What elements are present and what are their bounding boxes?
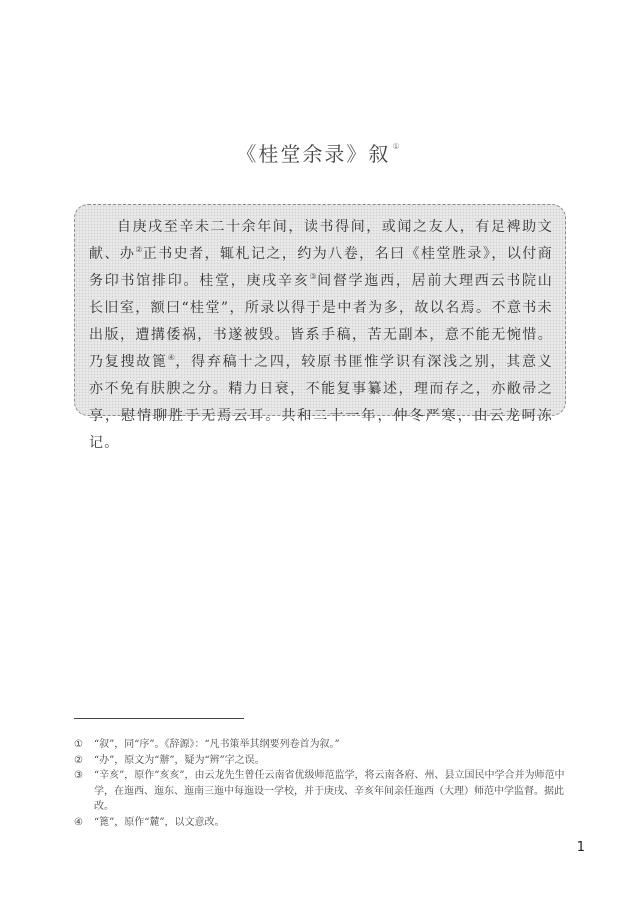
footnote-2 <box>74 753 582 769</box>
footnote-mark: ② <box>74 754 83 766</box>
page-title <box>0 138 638 167</box>
page-number: 1 <box>576 840 585 855</box>
preface-box <box>74 204 566 451</box>
footnotes <box>74 737 582 830</box>
title-text: 《桂堂余录》叙 <box>236 142 391 166</box>
footnote-mark: ③ <box>74 770 83 781</box>
body-text-4: ，得弃稿十之四，较原书匪惟学识有深浅之别，其意义亦不免有肤腴之分。精力日衰，不能复事纂述，理而存之，亦敝帚之享，慰情聊胜于无焉云耳。共和二十一年，仲冬严寒，由云龙呵冻记。 <box>89 354 553 451</box>
footnote-1 <box>74 737 582 753</box>
footnote-text: “篦”，原作“麓”，以文意改。 <box>94 816 225 828</box>
body-text-1: 自庚戌至辛未二十余年间，读书得间，或闻之友人，有足裨助文献、办 <box>89 219 553 262</box>
body-text-2: 正书史者，辄札记之，约为八卷，名曰《桂堂胜录》，以付商务印书馆排印。桂堂，庚戌辛亥 <box>89 246 554 289</box>
preface-paragraph <box>89 214 553 457</box>
footnote-mark: ① <box>74 739 83 750</box>
footnote-3 <box>74 768 582 815</box>
footnote-ref-2: ② <box>135 245 143 254</box>
body-text-3: 间督学迤西，居前大理西云书院山长旧室，额曰“桂堂”，所录以得于是中者为多，故以名焉。不意书未出版，遭搆倭祸，书遂被毁。皆系手稿，苦无副本，意不能无惋惜。乃复搜故篦 <box>89 273 554 370</box>
footnote-text: “办”，原文为“辦”，疑为“辨”字之误。 <box>94 754 265 766</box>
footnote-divider <box>74 718 244 719</box>
footnote-mark: ④ <box>74 816 83 828</box>
footnote-text: “辛亥”，原作“亥亥”，由云龙先生曾任云南省优级师范监学，将云南各府、州、县立国民中学合并为师范中学，在迤西、迤东、迤南三迤中每迤设一学校，并于庚戌、辛亥年间亲任迤西（大理）师范中学监督。据此改。 <box>94 770 565 812</box>
footnote-text: “叙”，同“序”。《辞源》：“凡书策举其纲要列卷首为叙。” <box>94 739 340 750</box>
title-footnote-mark: ① <box>392 142 402 152</box>
footnote-ref-3: ③ <box>309 272 318 281</box>
footnote-4 <box>74 815 582 831</box>
footnote-ref-4: ④ <box>167 353 176 362</box>
